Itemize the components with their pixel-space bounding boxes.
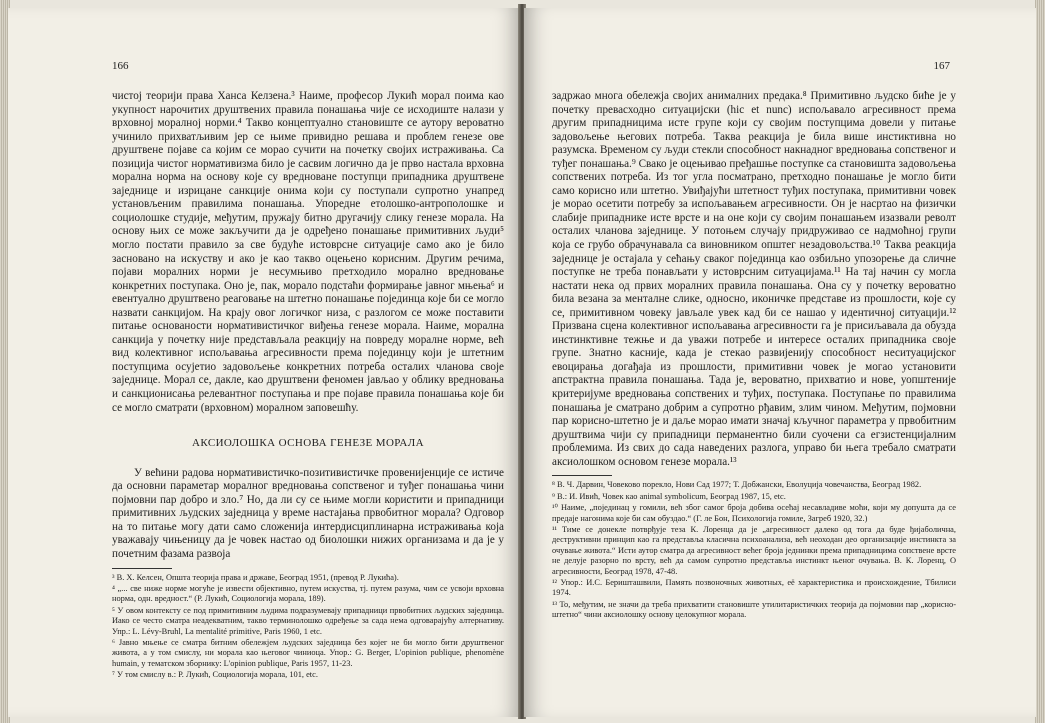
footnote: ¹¹ Тиме се донекле потврђује теза К. Лоренца да је „агресивност далеко од тога да буде ђијаболична, деструктивни принцип као га представља класична психоанализа, већ неоходан део организације инстинкта за очување живота.“ Исти аутор сматра да агресивност већег броја једнинки према припадницима сопствене врсте не делује разорно по врсту, већ да самом супротно представља инстинкт њеног очувања. В. К. Лоренц, О агресивности, Београд 1978, 47-48. xyxy=(552,524,956,576)
page-number: 167 xyxy=(933,60,950,72)
right-page-body xyxy=(552,90,956,622)
left-page xyxy=(8,8,520,717)
footnote: ¹⁰ Наиме, „појединац у гомили, већ због самог броја добива осећај несавладиве моћи, који му допушта да се предаје нагонима које би сам обуздао.“ (Г. ле Бон, Психологија гомиле, Загреб 1920, 32.) xyxy=(552,503,956,523)
footnote: ⁶ Јавно мњење се сматра битним обележјем људских заједница без којег не би могло бити друштвеног живота, а у том смислу, ни морала као његовог чиниоца. Упор.: G. Berger, L'opinion publique, phenomène humain, у тематском зборнику: L'opinion publique, Paris 1957, 11-23. xyxy=(112,637,504,668)
footnote: ⁷ У том смислу в.: Р. Лукић, Социологија морала, 101, etc. xyxy=(112,670,318,680)
footnote: ⁹ В.: И. Ивић, Човек као animal symbolicum, Београд 1987, 15, etc. xyxy=(552,491,786,501)
paragraph: чистој теорији права Ханса Келзена.³ Наиме, професор Лукић морал поима као укупност нарочитих друштвених правила понашања чије се исходиште налази у врховној моралној норми.⁴ Такво концептуално становиште се аутору вероватно учинило прихватљивим јер се њиме привидно решава и проблем генезе ове друштвене појаве са којим се морао сучити на почетку својих истраживања. Са позиција чистог нормативизма било је сасвим логично да је прво настала врховна морална норма на основу које су вредноване поступци припадника друштвене заједнице и изрицане санкције онима који су поступали супротно унапред установљеним правилима понашања. Упоредне етолошко-антрополошке и социолошке студије, међутим, пружају битно другачију слику генезе морала. На основу њих се може закључити да је одређено понашање примитивних људи⁵ могло постати правило за све будуће истоврсне ситуације само ако је било засновано на искуству и ако је као такво оцењено корисним. Другим речима, појави моралних норми је несумњиво претходило морално вредновање конкретних поступака. Оно је, пак, морало подстаћи формирање јавног мњења⁶ и евентуално друштвено реаговање на штетно понашање појединца које би се могло назвати санкцијом. На крају овог логичког низа, с разлогом се може поставити питање основаности нормативистичког виђења генезе морала. Наиме, морална санкција у почетку није представљала реакцију на повреду моралне норме, већ вид колективног испољавања агресивности према појединцу који је штетним поступцима осујетио задовољење конкретних потреба осталих чланова своје заједнице. Морал се, дакле, као друштвени феномен јављао у облику вредновања и санкционисања релевантног поступања и пре појаве правила понашања које би се могло сматрати (врховном) моралном заповешћу. xyxy=(112,90,504,414)
footnote: ¹³ То, међутим, не значи да треба прихватити становиште утилитаристичких теорија да појмовни пар „корисно-штетно“ чини аксиолошку основу целокупног морала. xyxy=(552,599,956,620)
footnotes xyxy=(112,573,504,681)
footnote-rule xyxy=(112,568,172,569)
paragraph: У већини радова нормативистичко-позитивистичке провенијенције се истиче да основни параметар моралног вредновања сопственог и туђег понашања чини појмовни пар добро и зло.⁷ Но, да ли су се њиме могли користити и припадници примитивних људских заједница у време настајања првобитног морала? Одговор на то питање могу дати само сложенија интердисциплинарна истраживања која уважавају чињеницу да је човек настао од биолошки нижих организама и да је у почетним фазама развоја xyxy=(112,466,504,560)
footnote: ¹² Упор.: И.С. Беришташвили, Память позвоночных животных, её характеристика и происхождение, Тбилиси 1974. xyxy=(552,577,956,598)
section-heading: АКСИОЛОШКА ОСНОВА ГЕНЕЗЕ МОРАЛА xyxy=(192,437,424,450)
page-edges-right xyxy=(1035,0,1045,723)
page-number: 166 xyxy=(112,60,129,72)
footnote: ⁵ У овом контексту се под примитивним људима подразумевају припадници првобитних људских заједница. Иако се честo сматра неадекватним, такво терминолошко одређење за сада нема одговарајућу алтернативу. Упр.: L. Lévy-Bruhl, La mentalité primitive, Paris 1960, 1 etc. xyxy=(112,605,504,636)
paragraph: задржао многа обележја својих анималних предака.⁸ Примитивно људско биће је у почетку превасходно ситуацијски (hic et nunc) испољавало агресивност према другим припадницима исте групе који су својим поступцима довели у питање задовољење његових потреба. Таква реакција је била више инстиктивна но разумска. Временом су људи стекли способност накнадног вредновања сопственог и туђег понашања.⁹ Свако је оцењивао пређашње поступке са становишта задовољења сопствених потреба. Из тог угла посматрано, претходно понашање је могло бити само корисно или штетно. Увиђајући штетност туђих поступака, примитивни човек је морао осетити потребу за испољавањем агресивности. Он је насртао на физички слабије припаднике исте врсте и на оне који су својим понашањем изазвали револт осталих чланова заједнице. У потоњем случају придруживао се надмоћној групи која се грубо обрачунавала са виновником општег незадовољства.¹⁰ Таква реакција заједнице је остајала у сећању сваког појединца као озбиљно упозорење да сличне поступке не треба понављати у истоврсним ситуацијама.¹¹ На тај начин су могла настати нека од првих моралних правила понашања. Она су у почетку вероватно била везана за менталне слике, односно, иконичке представе из прошлости, које су се, примитивном човеку јављале увек кад би се нашао у идентичној ситуацији.¹² Призвана сцена колективног испољавања агресивности га је присиљавала да обузда инстинктивне тежње и да уважи потребе и интересе осталих припадника своје групе. Знатно касније, када је стекао развијенију способност неситуацијског евоцирања догађаја из прошлости, примитивни човек је могао установити апстрактна правила понашања. Тада је, вероватно, прихватио и нове, уопштеније критеријуме вредновања сопствених и туђих, поступака. Поступање по правилима понашања је сматрано добрим а супротно рђавим, злим чином. Међутим, појмовни пар корисно-штетно је и даље морао имати значај кључног параметра у првобитним друштвима чији су припадници перманентно били суочени са егзистенцијалним проблемима. Из свих до сада наведених разлога, управо би њега требало сматрати аксиолошком основом генезе морала.¹³ xyxy=(552,90,956,468)
footnote-rule xyxy=(552,475,612,476)
right-page xyxy=(524,8,1036,717)
footnote: ⁸ В. Ч. Дарвин, Човеково порекло, Нови Сад 1977; Т. Добжански, Еволуција човечанства, Београд 1982. xyxy=(552,480,922,490)
footnote: ³ В. Х. Келсен, Општа теорија права и државе, Београд 1951, (превод Р. Лукића). xyxy=(112,572,399,582)
footnote: ⁴ „... све ниже норме могуће је извести објективно, путем искуства, тј. путем разума, чим се усвоји врховна норма, одн. вредност.“ (Р. Лукић, Социологија морала, 189). xyxy=(112,583,504,604)
left-page-body xyxy=(112,90,504,682)
footnotes xyxy=(552,480,956,620)
